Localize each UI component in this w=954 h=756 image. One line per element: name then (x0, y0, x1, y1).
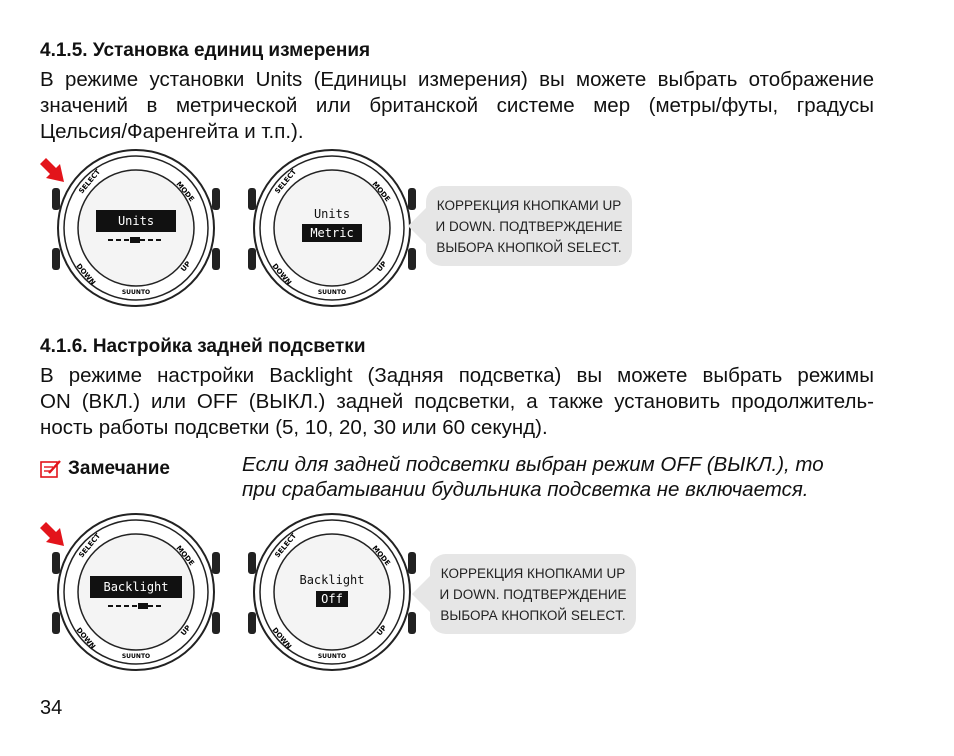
bezel-up-label: UP (375, 259, 389, 274)
watch-units-metric (248, 150, 416, 306)
bezel-down-label: DOWN (270, 626, 293, 651)
callout-bubble-backlight (430, 554, 636, 634)
lcd-backlight-title: Backlight (299, 573, 365, 587)
note-line: при срабатывании будильника подсветка не включается. (242, 478, 809, 501)
paragraph-line: ON (ВКЛ.) или OFF (ВЫКЛ.) задней подсветки, а также установить продолжитель- (40, 390, 874, 413)
bezel-mode-label: MODE (174, 544, 196, 568)
lcd-units-title: Units (313, 207, 351, 221)
callout-line: КОРРЕКЦИЯ КНОПКАМИ UP (436, 197, 622, 213)
lcd-metric-value: Metric (310, 226, 354, 240)
red-arrow-icon (40, 158, 64, 182)
page-number: 34 (40, 697, 63, 719)
backlight-watch-illustration (36, 512, 426, 672)
bezel-down-label: DOWN (74, 262, 97, 287)
callout-line: И DOWN. ПОДТВЕРЖДЕНИЕ (439, 586, 627, 602)
paragraph-line: В режиме настройки Backlight (Задняя подсветка) вы можете выбрать режимы (40, 364, 874, 387)
bezel-up-label: UP (179, 623, 193, 638)
paragraph-line: значений в метрической или британской системе мер (метры/футы, градусы (40, 94, 874, 117)
lcd-off-value: Off (321, 592, 343, 606)
bezel-up-label: UP (179, 259, 193, 274)
bezel-mode-label: MODE (370, 544, 392, 568)
watch-units-select (52, 150, 220, 306)
callout-line: КОРРЕКЦИЯ КНОПКАМИ UP (440, 565, 626, 581)
units-paragraph (40, 67, 874, 145)
bezel-up-label: UP (375, 623, 389, 638)
paragraph-line: ность работы подсветки (5, 10, 20, 30 или 60 секунд). (40, 416, 548, 439)
note-line: Если для задней подсветки выбран режим OFF (ВЫКЛ.), то (242, 453, 824, 476)
backlight-figure (36, 512, 656, 672)
callout-line: ВЫБОРА КНОПКОЙ SELECT. (436, 239, 622, 255)
bezel-mode-label: MODE (370, 180, 392, 204)
backlight-paragraph (40, 363, 874, 441)
section-heading-units: 4.1.5. Установка единиц измерения (40, 40, 371, 61)
bezel-brand-label: SUUNTO (121, 653, 151, 660)
callout-bubble-units (426, 186, 632, 266)
bezel-brand-label: SUUNTO (121, 289, 151, 296)
units-watch-illustration (36, 148, 426, 308)
bezel-down-label: DOWN (74, 626, 97, 651)
note-label (40, 458, 170, 480)
bezel-brand-label: SUUNTO (317, 289, 347, 296)
watch-backlight-off (248, 514, 416, 670)
note-text (242, 452, 882, 502)
bezel-select-label: SELECT (77, 531, 103, 560)
bezel-select-label: SELECT (273, 531, 299, 560)
units-figure (36, 148, 656, 308)
lcd-units-label: Units (117, 214, 155, 228)
paragraph-line: В режиме установки Units (Единицы измерения) вы можете выбрать отображение (40, 68, 874, 91)
red-arrow-icon (40, 522, 64, 546)
note-pencil-icon (40, 459, 62, 479)
callout-line: ВЫБОРА КНОПКОЙ SELECT. (440, 607, 626, 623)
bezel-down-label: DOWN (270, 262, 293, 287)
bezel-select-label: SELECT (273, 167, 299, 196)
bezel-brand-label: SUUNTO (317, 653, 347, 660)
bezel-select-label: SELECT (77, 167, 103, 196)
note-label-text: Замечание (68, 458, 170, 479)
watch-backlight-select (52, 514, 220, 670)
callout-line: И DOWN. ПОДТВЕРЖДЕНИЕ (435, 218, 623, 234)
section-heading-backlight: 4.1.6. Настройка задней подсветки (40, 336, 366, 357)
bezel-mode-label: MODE (174, 180, 196, 204)
lcd-backlight-label: Backlight (103, 580, 169, 594)
paragraph-line: Цельсия/Фаренгейта и т.п.). (40, 120, 304, 143)
